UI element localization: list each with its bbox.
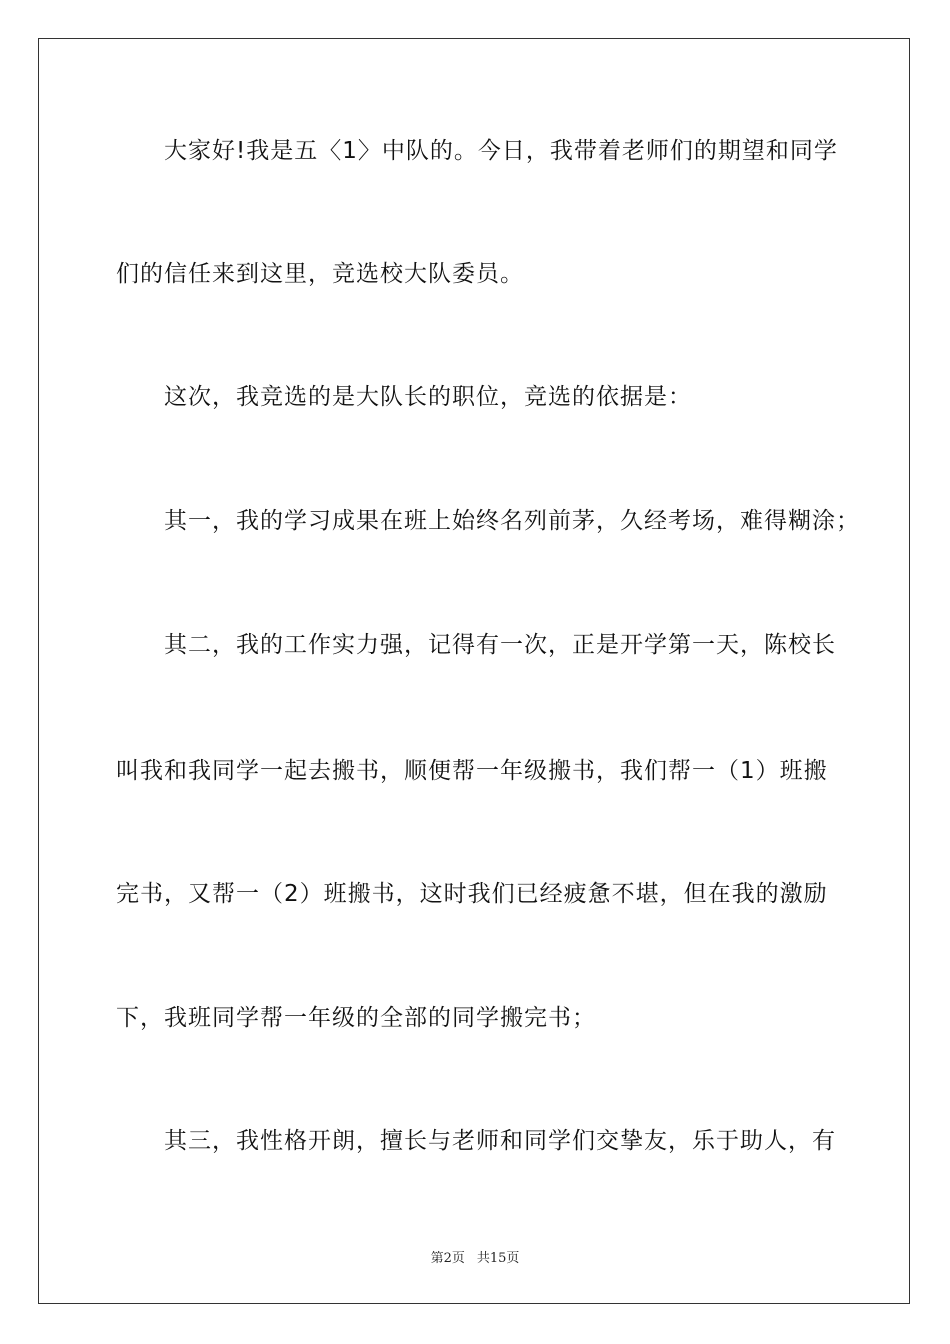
paragraph-line: 其二，我的工作实力强，记得有一次，正是开学第一天，陈校长 (164, 632, 836, 658)
page-total: 共15页 (476, 1251, 520, 1266)
page-footer (0, 1247, 950, 1266)
paragraph-line: 下，我班同学帮一年级的全部的同学搬完书； (116, 1005, 596, 1031)
paragraph-line: 叫我和我同学一起去搬书，顺便帮一年级搬书，我们帮一（1）班搬 (116, 758, 828, 784)
paragraph-line: 这次，我竞选的是大队长的职位，竞选的依据是： (164, 384, 692, 410)
paragraph-line: 其一，我的学习成果在班上始终名列前茅，久经考场，难得糊涂； (164, 508, 860, 534)
page-number: 第2页 (430, 1251, 465, 1266)
paragraph-line: 大家好!我是五〈1〉中队的。今日，我带着老师们的期望和同学 (164, 138, 838, 164)
paragraph-line: 们的信任来到这里，竞选校大队委员。 (116, 261, 524, 287)
page-frame (38, 38, 910, 1304)
paragraph-line: 其三，我性格开朗，擅长与老师和同学们交挚友，乐于助人，有 (164, 1128, 836, 1154)
paragraph-line: 完书，又帮一（2）班搬书，这时我们已经疲惫不堪，但在我的激励 (116, 881, 828, 907)
